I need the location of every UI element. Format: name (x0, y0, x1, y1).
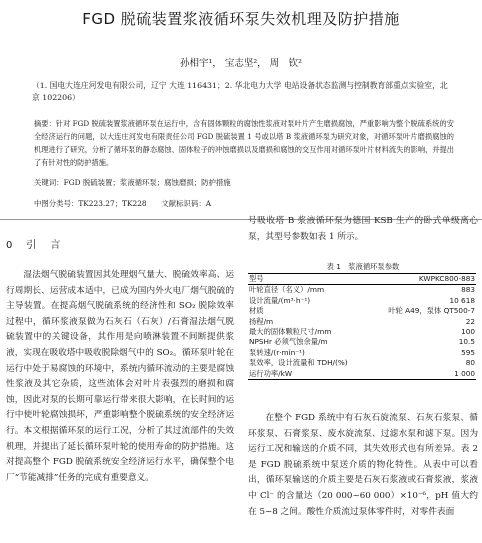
table-cell-value: 1 000 (369, 369, 476, 380)
table-row (248, 285, 476, 296)
right-column-body: 在整个 FGD 系统中有石灰石旋流泵、石灰石浆泵、循环浆泵、石膏浆泵、废水旋流泵、过滤水泵和滤下泵。因为运行工况和输送的介质不同，其失效形式也有所差异。表 2 是 FGD 脱硫系统中泵送介质的物化特性。从表中可以看出，循环泵输送的介质主要是石灰石浆液或石膏浆液，浆液中 Cl⁻ 的含量达（20 000~60 000）×10⁻⁶，pH 值大约在 5~8 之间。酸性介质流过泵体零件时，对零件表面 (248, 413, 478, 517)
left-column-text: 湿法烟气脱硫装置因其处理烟气量大、脱硫效率高、运行周期长、运营成本适中，已成为国内外火电厂烟气脱硫的主导装置。在提高烟气脱硫系统的经济性和 SO₂ 脱除效率过程中，循环浆液泵做为石灰石（石灰）/石膏湿法烟气脱硫装置中的关键设备，其作用是向喷淋装置不间断提供浆液，实现在吸收塔中吸收脱除烟气中的 SO₂。循环泵叶轮在运行中处于易腐蚀的环境中，系统内循环流动的主要是腐蚀性浆液及其它杂质，这些流体会对叶片表强烈的磨损和腐蚀，因此对泵的长期可靠运行带来很大影响，在长时间的运行中使叶轮腐蚀损坏，严重影响整个脱硫系统的安全经济运行。本文根据循环泵的运行工况，分析了其过流部件的失效机理，并提出了延长循环泵叶轮的使用寿命的防护措施。这对提高整个 FGD 脱硫系统安全经济运行水平，确保整个电厂“节能减排”任务的完成有重要意义。 (6, 270, 234, 483)
table-cell-label: 泵效率，设计流量和 TDH/(%) (249, 358, 348, 368)
table-row (248, 348, 476, 358)
table-cell-value: KWPKC800-883 (369, 274, 476, 285)
table-row (248, 296, 476, 306)
table-cell-value: 叶轮 A49，泵体 QT500-7 (388, 306, 475, 316)
parameter-table (248, 273, 476, 380)
table-cell-label: 扬程/m (249, 316, 274, 326)
paper-authors: 孙相宇¹， 宝志坚²， 周 钦² (180, 58, 302, 69)
table-cell-label: 泵转速/(r·min⁻¹) (249, 347, 305, 357)
table-cell-label: 材质 (249, 306, 264, 316)
table-row (248, 317, 476, 327)
table-row (248, 369, 476, 380)
table-row (248, 274, 476, 285)
table-cell-value: 10.5 (458, 337, 475, 347)
classification-codes: 中图分类号：TK223.27；TK228 文献标识码：A (34, 199, 212, 208)
table-cell-value: 22 (465, 316, 475, 326)
paper-title: FGD 脱硫装置浆液循环泵失效机理及防护措施 (82, 10, 400, 28)
table-cell-label: 运行功率/kW (248, 369, 369, 380)
table-cell-value: 100 (461, 327, 475, 337)
table-row (248, 306, 476, 316)
abstract: 摘要：针对 FGD 脱硫装置浆液循环泵在运行中，含有固体颗粒的腐蚀性浆液对泵叶片产生磨损腐蚀，严重影响为整个脱硫系统的安全经济运行的问题，以大连庄河发电有限责任公司 FGD 脱硫装置 1 号或以塔 B 浆液循环泵为研究对象，对循环泵叶片磨损腐蚀的机理进行了研究，分析了循环泵的静态腐蚀、固体粒子的冲蚀磨损以及磨损和腐蚀的交互作用对循环泵叶片材料流失的影响，并提出了有针对性的防护措施。 (34, 119, 454, 167)
table-cell-label: 最大的固体颗粒尺寸/mm (249, 327, 332, 337)
table-cell-value: 883 (461, 285, 475, 295)
table-cell-label: 叶轮直径（名义）/mm (249, 285, 325, 295)
right-column-intro: 号吸收塔 B 浆液循环泵为德国 KSB 生产的卧式单级离心泵，其型号参数如表 1 所示。 (248, 216, 478, 242)
section-heading: 0 引 言 (6, 240, 63, 251)
table-row (248, 327, 476, 337)
table-cell-label: 型号 (248, 274, 369, 285)
author-affiliations: （1. 国电大连庄河发电有限公司，辽宁 大连 116431；2. 华北电力大学 电站设备状态监测与控制教育部重点实验室，北京 102206） (32, 81, 448, 102)
table-caption: 表 1 浆液循环泵参数 (326, 262, 400, 271)
table-cell-label: NPSHr 必须气蚀余量/m (249, 337, 328, 347)
keywords: 关键词：FGD 脱硫装置；浆液循环泵；腐蚀磨损；防护措施 (34, 178, 231, 187)
table-cell-value: 10 618 (449, 295, 475, 305)
table-cell-value: 595 (461, 347, 475, 357)
table-cell-value: 80 (465, 358, 475, 368)
table-row (248, 358, 476, 368)
table-row (248, 337, 476, 347)
table-cell-label: 设计流量/(m³·h⁻¹) (249, 295, 311, 305)
